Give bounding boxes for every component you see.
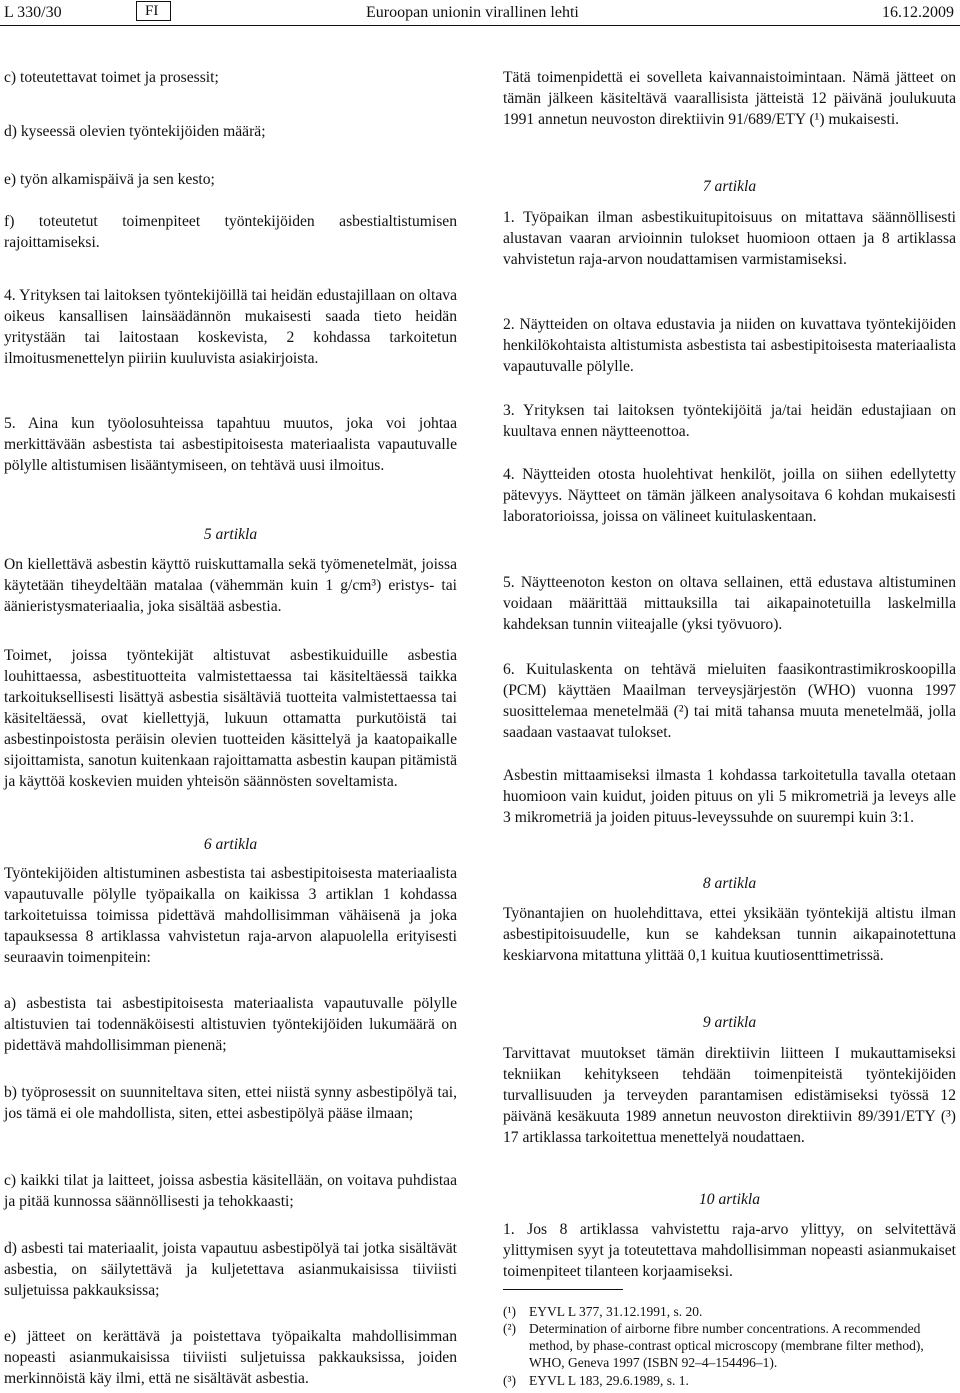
footnote-3	[503, 1372, 958, 1389]
paragraph-4: 4. Yrityksen tai laitoksen työntekijöillä tai heidän edustajillaan on oltava oikeus kansallisen lainsäädännön mukaisesti saada tieto heidän yritystään tai laitostaan koskevista, 2 kohdassa tarkoitetun ilmoitusmenettelyn piiriin kuuluvista asiakirjoista.	[4, 287, 457, 367]
language-box: FI	[136, 1, 171, 21]
footnote-2	[503, 1320, 958, 1371]
article-8-title: 8 artikla	[702, 875, 757, 892]
footnote-label: (¹)	[503, 1304, 517, 1319]
paragraph-5: 5. Aina kun työolosuhteissa tapahtuu muutos, joka voi johtaa merkittävään asbestista tai asbestipitoisesta materiaalista vapautuvalle pölylle altistumisen lisääntymiseen, on tehtävä uusi ilmoitus.	[4, 415, 457, 474]
article-7-paragraph-4: 4. Näytteiden otosta huolehtivat henkilöt, joilla on siihen edellytetty pätevyys. Näytteet on tämän jälkeen analysoitava 6 kohdan mukaisesti laboratorioissa, joissa on välineet kuitulaskentaan.	[503, 466, 956, 525]
article-7-paragraph-6: 6. Kuitulaskenta on tehtävä mieluiten faasikontrastimikroskoopilla (PCM) käyttäen Maailman terveysjärjestön (WHO) vuonna 1997 suosittelemaa menetelmää (²) tai mitä tahansa muuta menetelmää, jolla saadaan vastaavat tulokset.	[503, 661, 956, 741]
article-6-item-c: c) kaikki tilat ja laitteet, joissa asbestia käsitellään, on voitava puhdistaa ja pitää kunnossa säännöllisesti ja tehokkaasti;	[4, 1172, 457, 1210]
page-reference: L 330/30	[4, 4, 62, 21]
article-6-item-a: a) asbestista tai asbestipitoisesta materiaalista vapautuvalle pölylle altistuvien tai todennäköisesti altistuvien työntekijöiden lukumäärä on pidettävä mahdollisimman pienenä;	[4, 995, 457, 1054]
article-6-intro: Työntekijöiden altistuminen asbestista tai asbestipitoisesta materiaalista vapautuvalle pölylle työpaikalla on kaikissa 3 artiklan 1 kohdassa tarkoitetuissa toimissa pidettävä mahdollisimman vähäisenä ja joka tapauksessa 8 artiklassa vahvistetun raja-arvon alapuolella erityisesti seuraavin toimenpitein:	[4, 865, 457, 966]
header-rule	[0, 25, 960, 26]
article-5-paragraph-2: Toimet, joissa työntekijät altistuvat asbestikuiduille asbestia louhittaessa, asbestituotteita valmistettaessa tai käsiteltäessä taikka tarkoituksellisesti lisättyä asbestia sisältäviä tuotteita valmistettaessa tai käsiteltäessä, ovat kiellettyjä, lukuun ottamatta purkutöistä tai asbestinpoistosta peräisin olevien tuotteiden käsittelyä ja kaatopaikalle sijoittamista, sanotun kuitenkaan rajoittamatta asbestin kaupan pitämistä ja käyttöä koskevien muiden yhteisön säännösten soveltamista.	[4, 647, 457, 790]
article-6-item-b: b) työprosessit on suunniteltava siten, ettei niistä synny asbestipölyä tai, jos tämä ei ole mahdollista, siten, ettei asbestipölyä pääse ilmaan;	[4, 1084, 457, 1122]
item-f: f) toteutetut toimenpiteet työntekijöiden asbestialtistumisen rajoittamiseksi.	[4, 213, 457, 251]
footnote-label: (²)	[503, 1321, 517, 1336]
article-7-paragraph-1: 1. Työpaikan ilman asbestikuitupitoisuus on mitattava säännöllisesti alustavan vaaran arvioinnin tulokset huomioon ottaen ja 8 artiklassa vahvistetun raja-arvon noudattamisen varmistamiseksi.	[503, 209, 956, 268]
footnote-text: EYVL L 377, 31.12.1991, s. 20.	[529, 1304, 703, 1319]
article-9-title: 9 artikla	[702, 1014, 757, 1031]
item-d: d) kyseessä olevien työntekijöiden määrä;	[4, 123, 266, 140]
journal-title: Euroopan unionin virallinen lehti	[366, 4, 579, 21]
article-9-paragraph: Tarvittavat muutokset tämän direktiivin liitteen I mukauttamiseksi tekniikan kehitykseen tehdään toimenpiteistä työntekijöiden turvallisuuden ja terveyden parantamisen edistämiseksi työssä 12 päivänä kesäkuuta 1989 annetun neuvoston direktiivin 89/391/ETY (³) 17 artiklassa tarkoitettua menettelyä noudattaen.	[503, 1045, 956, 1146]
article-6-title: 6 artikla	[203, 836, 258, 853]
article-7-paragraph-5: 5. Näytteenoton keston on oltava sellainen, että edustava altistuminen voidaan määrittää mittauksilla tai aikapainotetuilla laskelmilla kahdeksan tunnin viiteajalle (yksi työvuoro).	[503, 574, 956, 633]
article-10-title: 10 artikla	[698, 1191, 761, 1208]
article-7-title: 7 artikla	[702, 178, 757, 195]
footnote-text: EYVL L 183, 29.6.1989, s. 1.	[529, 1373, 689, 1388]
article-6-item-e: e) jätteet on kerättävä ja poistettava työpaikalta mahdollisimman nopeasti asianmukaisissa tiiviisti suljetuissa pakkauksissa, joiden merkinnöistä käy ilmi, että ne sisältävät asbestia.	[4, 1328, 457, 1387]
article-7-paragraph-2: 2. Näytteiden on oltava edustavia ja niiden on kuvattava työntekijöiden henkilökohtaista altistumista asbestista tai asbestipitoisesta materiaalista vapautuvalle pölylle.	[503, 316, 956, 375]
item-c: c) toteutettavat toimet ja prosessit;	[4, 69, 219, 86]
footnote-label: (³)	[503, 1373, 517, 1388]
page-header	[0, 0, 960, 26]
article-5-paragraph-1: On kiellettävä asbestin käyttö ruiskuttamalla sekä työmenetelmät, joissa käytetään tiheydeltään matalaa (vähemmän kuin 1 g/cm³) eristys- tai äänieristysmateriaalia, joka sisältää asbestia.	[4, 556, 457, 615]
waste-paragraph: Tätä toimenpidettä ei sovelleta kaivannaistoimintaan. Nämä jätteet on tämän jälkeen käsiteltävä vaarallisista jätteistä 12 päivänä joulukuuta 1991 annetun neuvoston direktiivin 91/689/ETY (¹) mukaisesti.	[503, 69, 956, 128]
article-7-paragraph-7: Asbestin mittaamiseksi ilmasta 1 kohdassa tarkoitetulla tavalla otetaan huomioon vain kuidut, joiden pituus on yli 5 mikrometriä ja leveys alle 3 mikrometriä ja joiden pituus-leveyssuhde on suurempi kuin 3:1.	[503, 767, 956, 826]
article-5-title: 5 artikla	[203, 526, 258, 543]
item-e: e) työn alkamispäivä ja sen kesto;	[4, 171, 215, 188]
footnote-rule	[503, 1289, 623, 1290]
footnote-text: Determination of airborne fibre number concentrations. A recommended method, by phase-contrast optical microscopy (membrane filter method), WHO, Geneva 1997 (ISBN 92–4–154496–1).	[529, 1321, 924, 1370]
footnote-1	[503, 1303, 958, 1320]
publication-date: 16.12.2009	[882, 4, 954, 21]
article-7-paragraph-3: 3. Yrityksen tai laitoksen työntekijöitä ja/tai heidän edustajiaan on kuultava ennen näytteenottoa.	[503, 402, 956, 440]
article-8-paragraph: Työnantajien on huolehdittava, ettei yksikään työntekijä altistu ilman asbestipitoisuudelle, kun se kahdeksan tunnin aikapainotettuna keskiarvona mitattuna ylittää 0,1 kuitua kuutiosenttimetrissä.	[503, 905, 956, 964]
article-6-item-d: d) asbesti tai materiaalit, joista vapautuu asbestipölyä tai jotka sisältävät asbestia, on säilytettävä ja kuljetettava asianmukaisissa tiiviisti suljetuissa pakkauksissa;	[4, 1240, 457, 1299]
article-10-paragraph-1: 1. Jos 8 artiklassa vahvistettu raja-arvo ylittyy, on selvitettävä ylittymisen syyt ja toteutettava mahdollisimman nopeasti asianmukaiset toimenpiteet tilanteen korjaamiseksi.	[503, 1221, 956, 1280]
